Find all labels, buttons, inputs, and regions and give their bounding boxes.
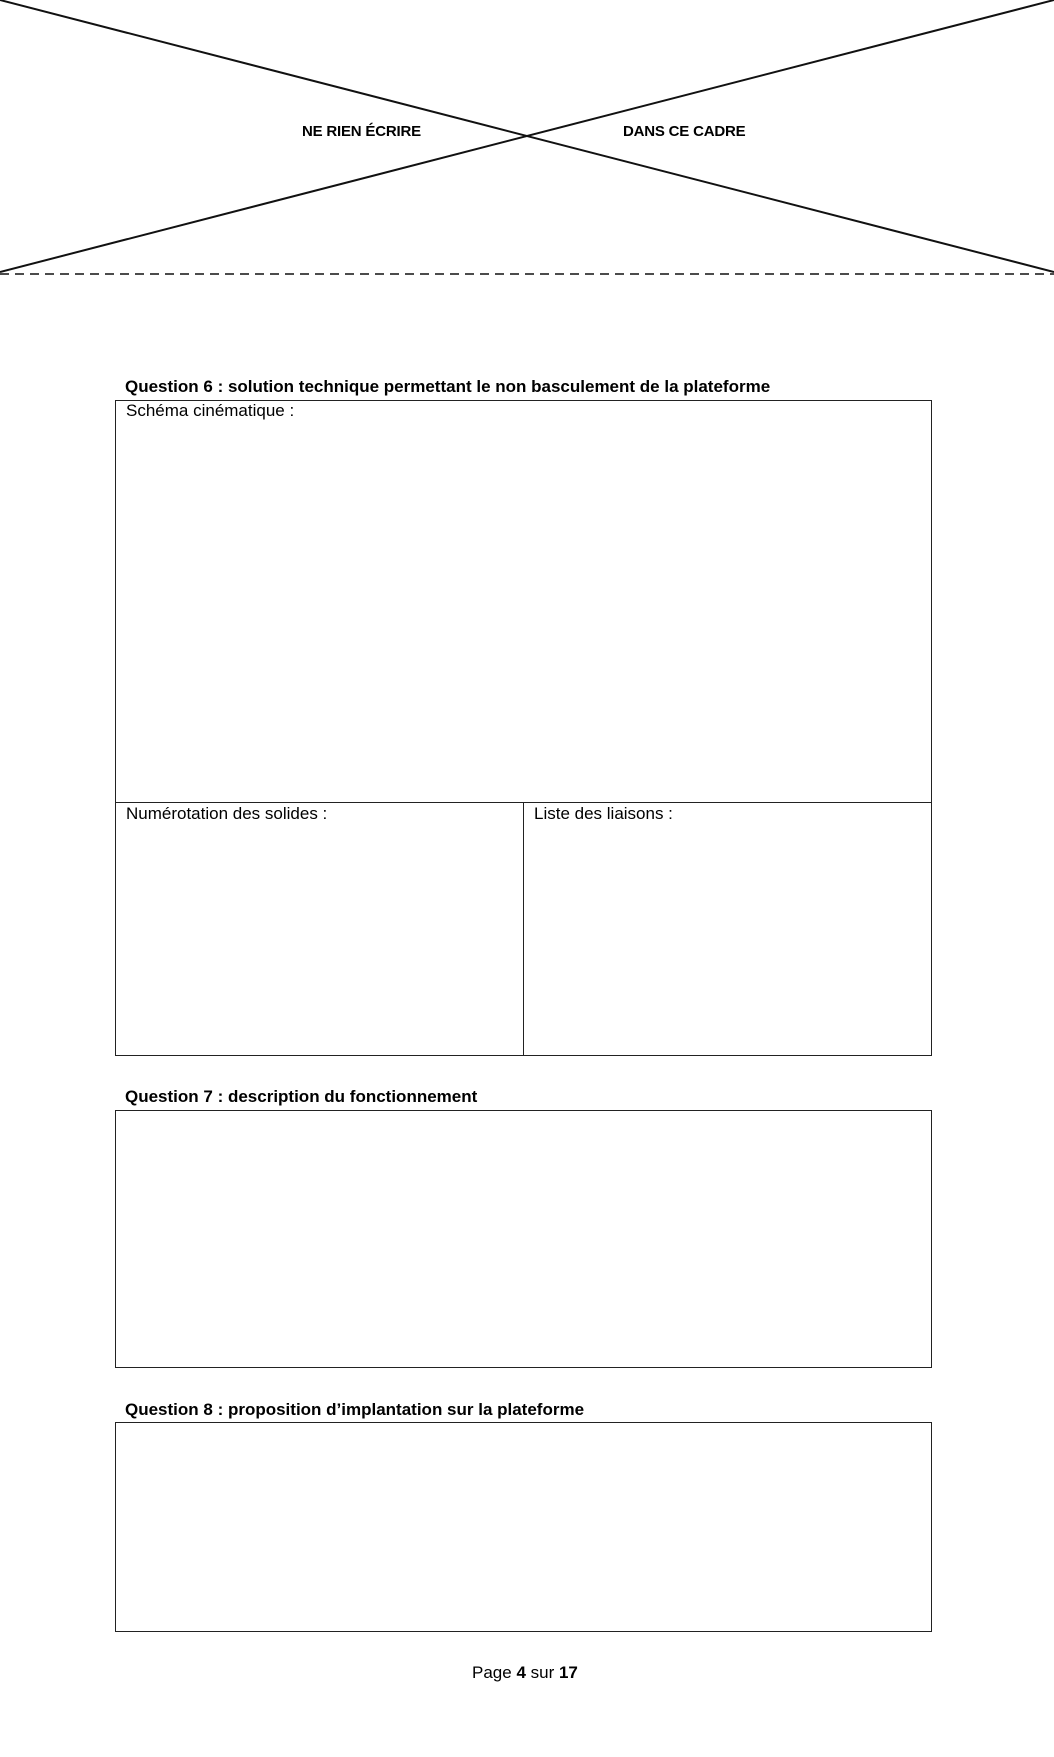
page-number bbox=[472, 1663, 578, 1683]
schema-cinematique-label: Schéma cinématique : bbox=[126, 401, 295, 420]
vertical-divider bbox=[523, 802, 524, 1055]
page-prefix: Page bbox=[472, 1663, 517, 1682]
question-6-answer-frame bbox=[115, 400, 932, 1056]
liste-liaisons-label: Liste des liaisons : bbox=[534, 804, 673, 823]
question-7-title: Question 7 : description du fonctionnement bbox=[125, 1087, 478, 1106]
no-write-zone-cross bbox=[0, 0, 1054, 280]
question-8-title: Question 8 : proposition d’implantation sur la plateforme bbox=[125, 1400, 585, 1419]
question-8-answer-box bbox=[115, 1422, 932, 1632]
question-6-title: Question 6 : solution technique permettant le non basculement de la plateforme bbox=[125, 377, 771, 396]
no-write-text-right: DANS CE CADRE bbox=[623, 123, 746, 140]
page-middle: sur bbox=[525, 1663, 559, 1682]
page-total: 17 bbox=[558, 1663, 578, 1682]
no-write-text-left: NE RIEN ÉCRIRE bbox=[302, 123, 421, 140]
page-current: 4 bbox=[516, 1663, 526, 1682]
numerotation-solides-label: Numérotation des solides : bbox=[126, 804, 328, 823]
question-7-answer-box bbox=[115, 1110, 932, 1368]
